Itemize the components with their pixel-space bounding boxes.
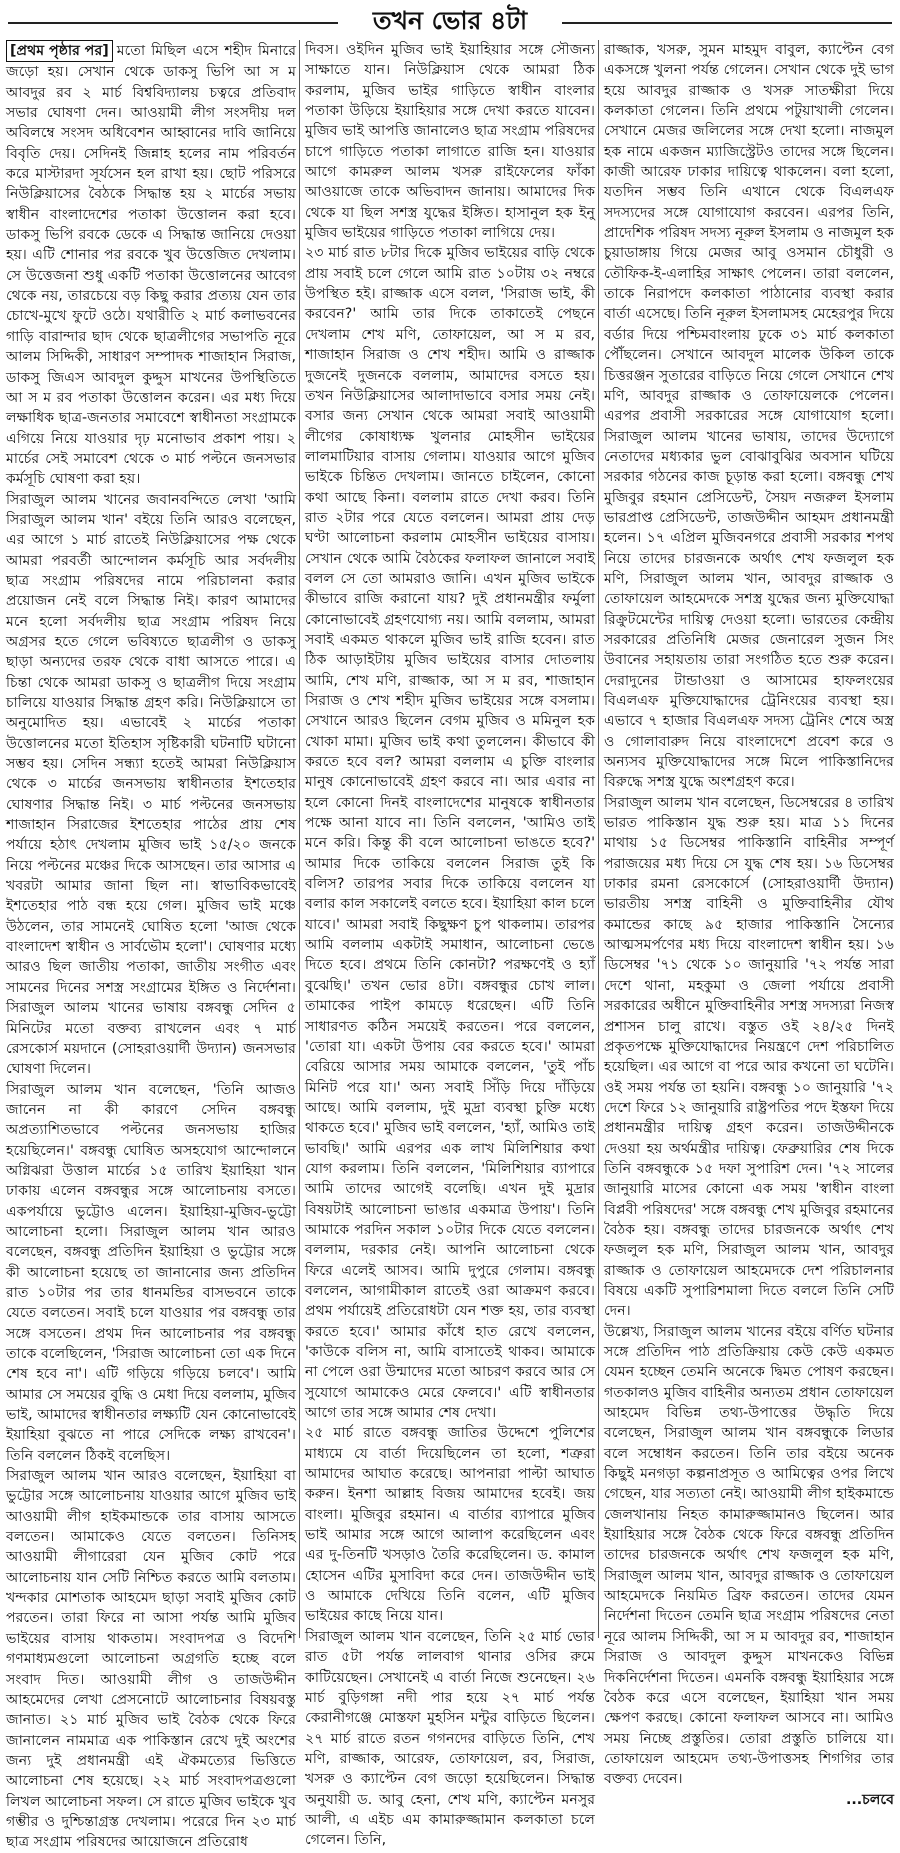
column-divider <box>299 40 300 1638</box>
article-paragraph: ২৩ মার্চ রাত ৮টার দিকে মুজিব ভাইয়ের বাড়ি থেকে প্রায় সবাই চলে গেলে আমি রাত ১০টায় ৩২ নম্বরে উপস্থিত হই। রাজ্জাক এসে বলল, 'সিরাজ ভাই, কী করবেন?' আমি তার দিকে তাকাতেই পেছনে দেখলাম শেখ মণি, তোফায়েল, আ স ম রব, শাজাহান সিরাজ ও শেখ শহীদ। আমি ও রাজ্জাক দুজনেই দুজনকে বললাম, আমাদের বসতে হয়। তখন নিউক্লিয়াসের আলাদাভাবে বসার সময় নেই। বসার জন্য সেখান থেকে আমরা সবাই আওয়ামী লীগের কোষাধ্যক্ষ খুলনার মোহসীন ভাইয়ের লালমাটিয়ার বাসায় গেলাম। যাওয়ার আগে মুজিব ভাইকে চিন্তিত দেখলাম। জানতে চাইলেন, কোনো কথা আছে কিনা। বললাম রাতে দেখা করব। তিনি রাত ২টার পরে যেতে বললেন। আমরা প্রায় দেড় ঘণ্টা আলোচনা করলাম মোহসীন ভাইয়ের বাসায়। সেখান থেকে আমি বৈঠকের ফলাফল জানালে সবাই বলল সে তো আমরাও জানি। এখন মুজিব ভাইকে কীভাবে রাজি করানো যায়? দুই প্রধানমন্ত্রীর ফর্মুলা কোনোভাবেই গ্রহণযোগ্য নয়। আমি বললাম, আমরা সবাই একমত থাকলে মুজিব ভাই রাজি হবেন। রাত ঠিক আড়াইটায় মুজিব ভাইয়ের বাসার দোতলায় আমি, শেখ মণি, রাজ্জাক, আ স ম রব, শাজাহান সিরাজ ও শেখ শহীদ মুজিব ভাইয়ের সঙ্গে বসলাম। সেখানে আরও ছিলেন বেগম মুজিব ও মমিনুল হক খোকা মামা। মুজিব ভাই কথা তুললেন। কীভাবে কী করতে হবে বল? আমরা বললাম এ চুক্তি বাংলার মানুষ কোনোভাবেই গ্রহণ করবে না। আর এবার না হলে কোনো দিনই বাংলাদেশের মানুষকে স্বাধীনতার পক্ষে আনা যাবে না। তিনি বললেন, 'আমিও তাই মনে করি। কিন্তু কী বলে আলোচনা ভাঙতে হবে?' আমার দিকে তাকিয়ে বললেন সিরাজ তুই কি বলিস? তারপর সবার দিকে তাকিয়ে বললেন যা বলার কাল সকালেই বলতে হবে। ইয়াহিয়া কাল চলে যাবে।' আমরা সবাই কিছুক্ষণ চুপ থাকলাম। তারপর আমি বললাম একটাই সমাধান, আলোচনা ভেঙে দিতে হবে। প্রথমে তিনি কোনটা? পরক্ষণেই ও হ্যাঁ বুঝেছি।' তখন ভোর ৪টা। বঙ্গবন্ধুর চোখ লাল। তামাকের পাইপ কামড়ে ধরেছেন। এটি তিনি সাধারণত কঠিন সময়েই করতেন। পরে বললেন, 'তোরা যা। একটা উপায় বের করতে হবে।' আমরা বেরিয়ে আসার সময় আমাকে বললেন, 'তুই পাঁচ মিনিট পরে যা।' অন্য সবাই সিঁড়ি দিয়ে দাঁড়িয়ে আছে। আমি বললাম, দুই মুদ্রা ব্যবস্থা চুক্তি মধ্যে থাকতে হবে।' মুজিব ভাই বললেন, 'হ্যাঁ, আমিও তাই ভাবছি।' আমি এরপর এক লাখ মিলিশিয়ার কথা যোগ করলাম। তিনি বললেন, 'মিলিশিয়ার ব্যাপারে আমি তাদের আগেই বলেছি। এখন দুই মুদ্রার বিষয়টাই আলোচনা ভাঙার একমাত্র উপায়'। তিনি আমাকে পরদিন সকাল ১০টার দিকে যেতে বললেন। বললাম, দরকার নেই। আপনি আলোচনা থেকে ফিরে এলেই আসব। আমি দুপুরে গেলাম। বঙ্গবন্ধু বললেন, আগামীকাল রাতেই ওরা আক্রমণ করবে। প্রথম পর্যায়েই প্রতিরোধটা যেন শক্ত হয়, তার ব্যবস্থা করতে হবে।' আমার কাঁধে হাত রেখে বললেন, 'কাউকে বলিস না, আমি বাসাতেই থাকব। আমাকে না পেলে ওরা উন্মাদের মতো আচরণ করবে আর সে সুযোগে আমাকেও মেরে ফেলবে।' এটি স্বাধীনতার আগে তার সঙ্গে আমার শেষ দেখা। <box>305 245 595 1422</box>
article-column-1 <box>6 40 296 1851</box>
column-divider <box>598 40 599 1638</box>
header-rule-left <box>8 22 338 24</box>
page-title: তখন ভোর ৪টা <box>372 6 528 35</box>
page-header <box>0 0 900 40</box>
article-paragraph: সিরাজুল আলম খান আরও বলেছেন, ইয়াহিয়া বা ভুট্টোর সঙ্গে আলোচনায় যাওয়ার আগে মুজিব ভাই আওয়ামী লীগ হাইকমান্ডকে তার বাসায় আসতে বলতেন। আমাকেও যেতে বলতেন। তিনিসহ আওয়ামী লীগারেরা যেন মুজিব কোট পরে আলোচনায় যান সেটি নিশ্চিত করতে আমি বলতাম। খন্দকার মোশতাক আহমেদ ছাড়া সবাই মুজিব কোট পরতেন। তারা ফিরে না আসা পর্যন্ত আমি মুজিব ভাইয়ের বাসায় থাকতাম। সংবাদপত্র ও বিদেশি গণমাধ্যমগুলো আলোচনা অগ্রগতি হচ্ছে বলে সংবাদ দিত। আওয়ামী লীগ ও তাজউদ্দীন আহমেদের লেখা প্রেসনোটে আলোচনার বিষয়বস্তু জানাত। ২১ মার্চ মুজিব ভাই বৈঠক থেকে ফিরে জানালেন নামমাত্র এক পাকিস্তান রেখে দুই অংশের জন্য দুই প্রধানমন্ত্রী এই ঐকমত্যের ভিত্তিতে আলোচনা শেষ হয়েছে। ২২ মার্চ সংবাদপত্রগুলো লিখল আলোচনা সফল। সে রাতে মুজিব ভাইকে খুব গম্ভীর ও দুশ্চিন্তাগ্রস্ত দেখলাম। পরেরে দিন ২৩ মার্চ ছাত্র সংগ্রাম পরিষদের আয়োজনে প্রতিরোধ <box>6 1468 296 1851</box>
article-paragraph: ২৫ মার্চ রাতে বঙ্গবন্ধু জাতির উদ্দেশে পুলিশের মাধ্যমে যে বার্তা দিয়েছিলেন তা হলো, শত্রুরা আমাদের আঘাত করেছে। আপনারা পাল্টা আঘাত করুন। ইনশা আল্লাহ বিজয় আমাদের হবেই। জয় বাংলা। মুজিবুর রহমান। এ বার্তার ব্যাপারে মুজিব ভাই আমার সঙ্গে আগে আলাপ করেছিলেন এবং এর দু-তিনটি খসড়াও তৈরি করেছিলেন। ড. কামাল হোসেন এটির মুসাবিদা করে দেন। তাজউদ্দীন ভাই ও আমাকে দেখিয়ে তিনি বলেন, এটি মুজিব ভাইয়ের কাছে নিয়ে যান। <box>305 1425 595 1625</box>
article-paragraph: রাজ্জাক, খসরু, সুমন মাহমুদ বাবুল, ক্যাপ্টেন বেগ একসঙ্গে খুলনা পর্যন্ত গেলেন। সেখান থেকে দুই ভাগ হয়ে আবদুর রাজ্জাক ও খসরু সাতক্ষীরা দিয়ে কলকাতা গেলেন। তিনি প্রথমে পটুয়াখালী গেলেন। সেখানে মেজর জলিলের সঙ্গে দেখা হলো। নাজমুল হক নামে একজন ম্যাজিস্ট্রেটও তাদের সঙ্গে ছিলেন। কাজী আরেফ ঢাকার দায়িত্বে থাকলেন। বলা হলো, যতদিন সম্ভব তিনি এখানে থেকে বিএলএফ সদস্যদের সঙ্গে যোগাযোগ করবেন। এরপর তিনি, প্রাদেশিক পরিষদ সদস্য নূরুল ইসলাম ও নাজমুল হক চুয়াডাঙ্গায় গিয়ে মেজর আবু ওসমান চৌধুরী ও তৌফিক-ই-এলাহির সাক্ষাৎ পেলেন। তারা বললেন, তাকে নিরাপদে কলকাতা পাঠানোর ব্যবস্থা করার বার্তা এসেছে। তিনি নূরুল ইসলামসহ মেহেরপুর দিয়ে বর্ডার দিয়ে পশ্চিমবাংলায় ঢুকে ৩১ মার্চ কলকাতা পৌঁছলেন। সেখানে আবদুল মালেক উকিল তাকে চিত্তরঞ্জন সুতারের বাড়িতে নিয়ে গেলে সেখানে শেখ মণি, আবদুর রাজ্জাক ও তোফায়েলকে পেলেন। এরপর প্রবাসী সরকারের সঙ্গে যোগাযোগ হলো। সিরাজুল আলম খানের ভাষায়, তাদের উদ্যোগে নেতাদের মধ্যকার ভুল বোঝাবুঝির অবসান ঘটিয়ে সরকার গঠনের কাজ চূড়ান্ত করা হলো। বঙ্গবন্ধু শেখ মুজিবুর রহমান প্রেসিডেন্ট, সৈয়দ নজরুল ইসলাম ভারপ্রাপ্ত প্রেসিডেন্ট, তাজউদ্দীন আহমদ প্রধানমন্ত্রী হলেন। ১৭ এপ্রিল মুজিবনগরে প্রবাসী সরকার শপথ নিয়ে তাদের চারজনকে অর্থাৎ শেখ ফজলুল হক মণি, সিরাজুল আলম খান, আবদুর রাজ্জাক ও তোফায়েল আহমেদকে সশস্ত্র যুদ্ধের জন্য মুক্তিযোদ্ধা রিক্রুটমেন্টের দায়িত্ব দেওয়া হলো। ভারতের কেন্দ্রীয় সরকারের প্রতিনিধি মেজর জেনারেল সুজন সিং উবানের সহায়তায় তারা সংগঠিত হতে শুরু করেন। দেরাদুনের টান্ডাওয়া ও আসামের হাফলংয়ের বিএলএফ মুক্তিযোদ্ধাদের ট্রেনিংয়ের ব্যবস্থা হয়। এভাবে ৭ হাজার বিএলএফ সদস্য ট্রেনিং শেষে অস্ত্র ও গোলাবারুদ নিয়ে বাংলাদেশে প্রবেশ করে ও অন্যসব মুক্তিযোদ্ধাদের সঙ্গে মিলে পাকিস্তানিদের বিরুদ্ধে সশস্ত্র যুদ্ধে অংশগ্রহণ করে। <box>604 42 894 791</box>
article-column-3 <box>604 40 894 1808</box>
continued-from-front-page-tag: [প্রথম পৃষ্ঠার পর] <box>6 40 113 62</box>
article-paragraph: সিরাজুল আলম খান বলেছেন, ডিসেম্বরের ৪ তারিখ ভারত পাকিস্তান যুদ্ধ শুরু হয়। মাত্র ১১ দিনের মাথায় ১৫ ডিসেম্বর পাকিস্তানি বাহিনীর সম্পূর্ণ পরাজয়ের মধ্য দিয়ে সে যুদ্ধ শেষ হয়। ১৬ ডিসেম্বর ঢাকার রমনা রেসকোর্সে (সোহরাওয়ার্দী উদ্যান) ভারতীয় সশস্ত্র বাহিনী ও মুক্তিবাহিনীর যৌথ কমান্ডের কাছে ৯৫ হাজার পাকিস্তানি সৈন্যের আত্মসমর্পণের মধ্য দিয়ে বাংলাদেশ স্বাধীন হয়। ১৬ ডিসেম্বর '৭১ থেকে ১০ জানুয়ারি '৭২ পর্যন্ত সারা দেশে থানা, মহকুমা ও জেলা পর্যায়ে প্রবাসী সরকারের অধীনে মুক্তিবাহিনীর সশস্ত্র সদস্যরা নিজস্ব প্রশাসন চালু রাখে। বস্তুত ওই ২৪/২৫ দিনই প্রকৃতপক্ষে মুক্তিযোদ্ধাদের নিয়ন্ত্রণে দেশ পরিচালিত হয়েছিল। এর আগে বা পরে আর কখনো তা ঘটেনি। ওই সময় পর্যন্ত তা হয়নি। বঙ্গবন্ধু ১০ জানুয়ারি '৭২ দেশে ফিরে ১২ জানুয়ারি রাষ্ট্রপতির পদে ইস্তফা দিয়ে প্রধানমন্ত্রীর দায়িত্ব গ্রহণ করেন। তাজউদ্দীনকে দেওয়া হয় অর্থমন্ত্রীর দায়িত্ব। ফেব্রুয়ারির শেষ দিকে তিনি বঙ্গবন্ধুকে ১৫ দফা সুপারিশ দেন। '৭২ সালের জানুয়ারি মাসের কোনো এক সময় 'স্বাধীন বাংলা বিপ্লবী পরিষদের' সঙ্গে বঙ্গবন্ধু শেখ মুজিবুর রহমানের বৈঠক হয়। বঙ্গবন্ধু তাদের চারজনকে অর্থাৎ শেখ ফজলুল হক মণি, সিরাজুল আলম খান, আবদুর রাজ্জাক ও তোফায়েল আহমেদকে দেশ পরিচালনার বিষয়ে একটি সুপারিশমালা দিতে বললে তিনি সেটি দেন। <box>604 794 894 1320</box>
article-paragraph: দিবস। ওইদিন মুজিব ভাই ইয়াহিয়ার সঙ্গে সৌজন্য সাক্ষাতে যান। নিউক্লিয়াস থেকে আমরা ঠিক করলাম, মুজিব ভাইর গাড়িতে স্বাধীন বাংলার পতাকা উড়িয়ে ইয়াহিয়ার সঙ্গে দেখা করতে যাবেন। মুজিব ভাই আপত্তি জানালেও ছাত্র সংগ্রাম পরিষদের চাপে গাড়িতে পতাকা লাগাতে রাজি হন। যাওয়ার আগে কামরুল আলম খসরু রাইফেলের ফাঁকা আওয়াজে তাকে অভিবাদন জানায়। আমাদের দিক থেকে যা ছিল সশস্ত্র যুদ্ধের ইঙ্গিত। হাসানুল হক ইনু মুজিব ভাইয়ের গাড়িতে পতাকা লাগিয়ে দেয়। <box>305 42 595 242</box>
article-paragraph: সিরাজুল আলম খান বলেছেন, 'তিনি আজও জানেন না কী কারণে সেদিন বঙ্গবন্ধু অপ্রত্যাশিতভাবে পল্টনের জনসভায় হাজির হয়েছিলেন।' বঙ্গবন্ধু ঘোষিত অসহযোগ আন্দোলনে অগ্নিঝরা উত্তাল মার্চের ১৫ তারিখ ইয়াহিয়া খান ঢাকায় এলেন বঙ্গবন্ধুর সঙ্গে আলোচনায় বসতে। একপর্যায়ে ভুট্টোও এলেন। ইয়াহিয়া-মুজিব-ভুট্টো আলোচনা হলো। সিরাজুল আলম খান আরও বলেছেন, বঙ্গবন্ধু প্রতিদিন ইয়াহিয়া ও ভুট্টোর সঙ্গে কী আলোচনা হয়েছে তা জানানোর জন্য প্রতিদিন রাত ১০টার পর তার ধানমন্ডির বাসভবনে তাকে যেতে বলতেন। সবাই চলে যাওয়ার পর বঙ্গবন্ধু তার সঙ্গে বসতেন। প্রথম দিন আলোচনার পর বঙ্গবন্ধু তাকে বলেছিলেন, 'সিরাজ আলোচনা তো এক দিনে শেষ হবে না'। এটি গড়িয়ে গড়িয়ে চলবে'। আমি আমার সে সময়ের বুদ্ধি ও মেধা দিয়ে বললাম, মুজিব ভাই, আমাদের স্বাধীনতার লক্ষ্যটি যেন কোনোভাবেই ইয়াহিয়া বুঝতে না পারে সেদিকে লক্ষ্য রাখবেন'। তিনি বললেন ঠিকই বলেছিস। <box>6 1081 296 1464</box>
to-be-continued-label: ...চলবে <box>846 1791 894 1808</box>
article-paragraph: সিরাজুল আলম খানের জবানবন্দিতে লেখা 'আমি সিরাজুল আলম খান' বইয়ে তিনি আরও বলেছেন, এর আগে ১ মার্চ রাতেই নিউক্লিয়াসের পক্ষ থেকে আমরা পরবর্তী আন্দোলন কর্মসূচি আর সর্বদলীয় ছাত্র সংগ্রাম পরিষদের নামে পরিচালনা করার প্রয়োজন নেই বলে সিদ্ধান্ত নিই। কারণ আমাদের মনে হলো সর্বদলীয় ছাত্র সংগ্রাম পরিষদ নিয়ে অগ্রসর হতে গেলে ভবিষ্যতে ছাত্রলীগ ও ডাকসু ছাড়া অন্যদের তরফ থেকে বাধা আসতে পারে। এ চিন্তা থেকে আমরা ডাকসু ও ছাত্রলীগ দিয়ে সংগ্রাম চালিয়ে যাওয়ার সিদ্ধান্ত গ্রহণ করি। নিউক্লিয়াসে তা অনুমোদিত হয়। এভাবেই ২ মার্চের পতাকা উত্তোলনের মতো ইতিহাস সৃষ্টিকারী ঘটনাটি ঘটানো সম্ভব হয়। সেদিন সন্ধ্যা হতেই আমরা নিউক্লিয়াস থেকে ৩ মার্চের জনসভায় স্বাধীনতার ইশতেহার ঘোষণার সিদ্ধান্ত নিই। ৩ মার্চ পল্টনের জনসভায় শাজাহান সিরাজের ইশতেহার পাঠের প্রায় শেষ পর্যায়ে হঠাৎ দেখলাম মুজিব ভাই ১৫/২০ জনকে নিয়ে পল্টনের মঞ্চের দিকে আসছেন। তার আসার এ খবরটা আমার জানা ছিল না। স্বাভাবিকভাবেই ইশতেহার পাঠ বন্ধ হয়ে গেল। মুজিব ভাই মঞ্চে উঠলেন, তার সামনেই ঘোষিত হলো 'আজ থেকে বাংলাদেশ স্বাধীন ও সার্বভৌম হলো'। ঘোষণার মধ্যে আরও ছিল জাতীয় পতাকা, জাতীয় সংগীত এবং সামনের দিনের সশস্ত্র সংগ্রামের ইঙ্গিত ও নির্দেশনা। সিরাজুল আলম খানের ভাষায় বঙ্গবন্ধু সেদিন ৫ মিনিটের মতো বক্তব্য রাখলেন এবং ৭ মার্চ রেসকোর্স ময়দানে (সোহরাওয়ার্দী উদ্যান) জনসভার ঘোষণা দিলেন। <box>6 491 296 1078</box>
article-paragraph: [প্রথম পৃষ্ঠার পর] মতো মিছিল এসে শহীদ মিনারে জড়ো হয়। সেখান থেকে ডাকসু ভিপি আ স ম আবদুর রব ২ মার্চ বিশ্ববিদ্যালয় চত্বরে প্রতিবাদ সভার ঘোষণা দেন। আওয়ামী লীগ সংসদীয় দল অবিলম্বে সংসদ অধিবেশন আহ্বানের দাবি জানিয়ে বিবৃতি দেয়। সেদিনই জিন্নাহ হলের নাম পরিবর্তন করে মাস্টারদা সূর্যসেন হল রাখা হয়। ছোট পরিসরে নিউক্লিয়াসের বৈঠকে সিদ্ধান্ত হয় ২ মার্চের সভায় স্বাধীন বাংলাদেশের পতাকা উত্তোলন করা হবে। ডাকসু ভিপি রবকে ডেকে এ সিদ্ধান্ত জানিয়ে দেওয়া হয়। এটি শোনার পর রবকে খুব উত্তেজিত দেখলাম। সে উত্তেজনা শুধু একটি পতাকা উত্তোলনের আবেগ থেকে নয়, তারচেয়ে বড় কিছু করার প্রত্যয় যেন তার চোখে-মুখে ফুটে ওঠে। যথারীতি ২ মার্চ কলাভবনের গাড়ি বারান্দার ছাদ থেকে ছাত্রলীগের সভাপতি নূরে আলম সিদ্দিকী, সাধারণ সম্পাদক শাজাহান সিরাজ, ডাকসু জিএস আবদুল কুদ্দুস মাখনের উপস্থিতিতে আ স ম রব পতাকা উত্তোলন করেন। এর মধ্য দিয়ে লক্ষাধিক ছাত্র-জনতার সমাবেশে স্বাধীনতা সংগ্রামকে এগিয়ে নিয়ে যাওয়ার দৃঢ় মনোভাব প্রকাশ পায়। ২ মার্চের সেই সমাবেশ থেকে ৩ মার্চ পল্টনে জনসভার কর্মসূচি ঘোষণা করা হয়। <box>6 40 296 490</box>
article-paragraph: সিরাজুল আলম খান বলেছেন, তিনি ২৫ মার্চ ভোর রাত ৫টা পর্যন্ত লালবাগ থানার ওসির রুমে কাটিয়েছেন। সেখানেই এ বার্তা নিজে শুনেছেন। ২৬ মার্চ বুড়িগঙ্গা নদী পার হয়ে ২৭ মার্চ পর্যন্ত কেরানীগঞ্জে মোস্তফা মুহসিন মন্টুর বাড়িতে ছিলেন। ২৭ মার্চ রাতে রতন গগনদের বাড়িতে তিনি, শেখ মণি, রাজ্জাক, আরেফ, তোফায়েল, রব, সিরাজ, খসরু ও ক্যাপ্টেন বেগ জড়ো হয়েছিলেন। সিদ্ধান্ত অনুযায়ী ড. আবু হেনা, শেখ মণি, ক্যাপ্টেন মনসুর আলী, এ এইচ এম কামারুজ্জামান কলকাতা চলে গেলেন। তিনি, <box>305 1628 595 1849</box>
article-column-2 <box>305 40 595 1849</box>
header-rule-right <box>562 22 892 24</box>
article-paragraph: উল্লেখ্য, সিরাজুল আলম খানের বইয়ে বর্ণিত ঘটনার সঙ্গে প্রতিদিন পাঠ প্রতিক্রিয়ায় কেউ কেউ একমত যেমন হচ্ছেন তেমনি অনেকে দ্বিমত পোষণ করছেন। গতকালও মুজিব বাহিনীর অন্যতম প্রধান তোফায়েল আহমেদ বিভিন্ন তথ্য-উপাত্তের উদ্ধৃতি দিয়ে বলেছেন, সিরাজুল আলম খান বঙ্গবন্ধুকে লিডার বলে সম্বোধন করতেন। তিনি তার বইয়ে অনেক কিছুই মনগড়া কল্পনাপ্রসূত ও আমিত্বের ওপর লিখে গেছেন, যার সত্যতা নেই। আওয়ামী লীগ হাইকমান্ডে জেলখানায় নিহত কামারুজ্জামানও ছিলেন। আর ইয়াহিয়ার সঙ্গে বৈঠক থেকে ফিরে বঙ্গবন্ধু প্রতিদিন তাদের চারজনকে অর্থাৎ শেখ ফজলুল হক মণি, সিরাজুল আলম খান, আবদুর রাজ্জাক ও তোফায়েল আহমেদকে নিয়মিত ব্রিফ করতেন। তাদের যেমন নির্দেশনা দিতেন তেমনি ছাত্র সংগ্রাম পরিষদের নেতা নূরে আলম সিদ্দিকী, আ স ম আবদুর রব, শাজাহান সিরাজ ও আবদুল কুদ্দুস মাখনকেও বিভিন্ন দিকনির্দেশনা দিতেন। এমনকি বঙ্গবন্ধু ইয়াহিয়ার সঙ্গে বৈঠক করে এসে বলেছেন, ইয়াহিয়া খান সময় ক্ষেপণ করছে। কোনো ফলাফল আসবে না। আমিও সময় নিচ্ছে প্রস্তুতির। তোরা প্রস্তুতি চালিয়ে যা। তোফায়েল আহমেদ তথ্য-উপাত্তসহ শিগগির তার বক্তব্য দেবেন। <box>604 1323 894 1788</box>
